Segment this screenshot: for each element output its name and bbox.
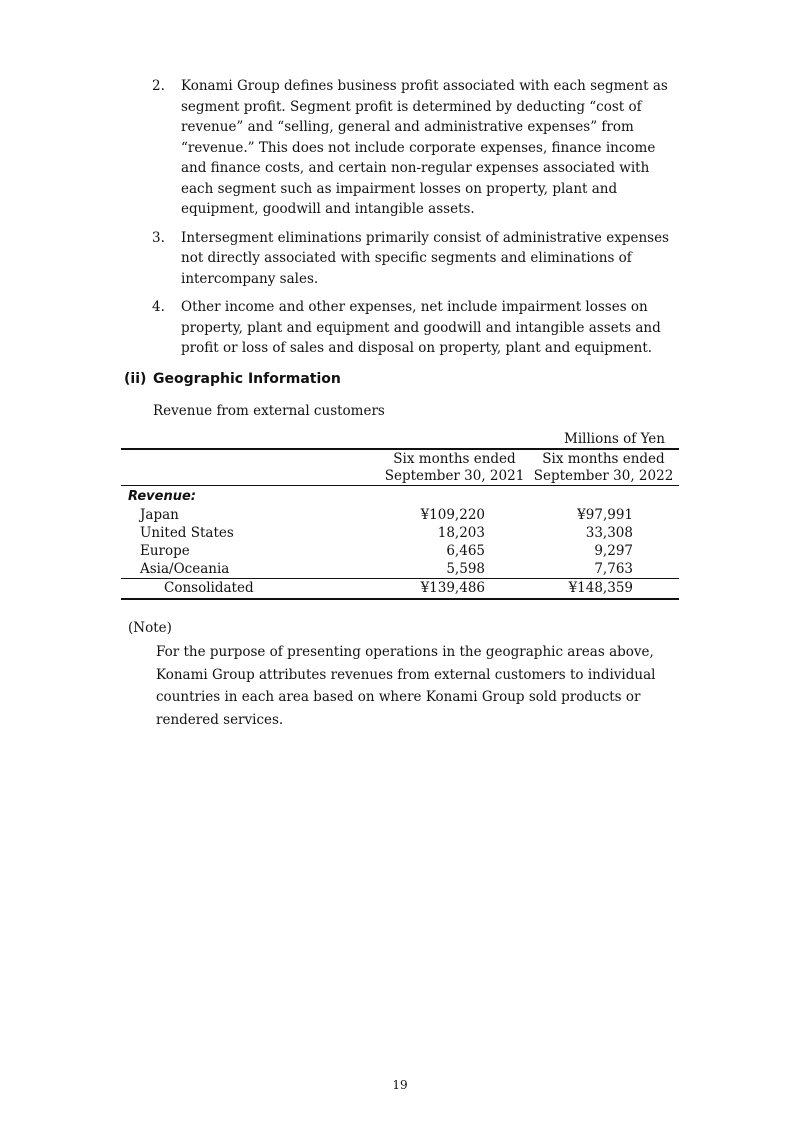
table-row: Asia/Oceania 5,598 7,763 [140, 561, 633, 577]
section-title-text: Geographic Information [153, 371, 341, 387]
section-heading [124, 371, 341, 387]
note-item-4 [152, 297, 682, 359]
geographic-revenue-table [121, 430, 679, 600]
table-section-label: Revenue: [128, 489, 196, 504]
segment-notes-list [152, 76, 682, 367]
table-row: United States 18,203 33,308 [140, 525, 633, 541]
note-heading: (Note) [128, 620, 172, 636]
table-caption: Revenue from external customers [153, 403, 385, 419]
note-number: 4. [152, 299, 165, 315]
note-number: 2. [152, 78, 165, 94]
table-bottom-rule [121, 598, 679, 600]
table-header [121, 450, 679, 485]
column-header-2021: Six months ended September 30, 2021 [384, 451, 525, 484]
note-number: 3. [152, 229, 165, 246]
table-total-row: Consolidated ¥139,486 ¥148,359 [164, 580, 633, 596]
table-units: Millions of Yen [564, 431, 665, 447]
column-header-2022: Six months ended September 30, 2022 [533, 451, 674, 484]
note-text: Intersegment eliminations primarily consist of administrative expenses not directly associated with specific segments and eliminations of intercompany sales. [181, 229, 669, 287]
note-item-2 [152, 76, 682, 220]
page-number: 19 [392, 1078, 408, 1092]
header-rule [121, 485, 679, 486]
section-numeral: (ii) [124, 371, 147, 387]
note-item-3 [152, 228, 682, 290]
note-text: Other income and other expenses, net include impairment losses on property, plant and equipment and goodwill and intangible assets and profit or loss of sales and disposal on property, plant and equipment. [181, 299, 661, 356]
table-row: Japan ¥109,220 ¥97,991 [140, 507, 633, 523]
table-row: Europe 6,465 9,297 [140, 543, 633, 559]
note-text: Konami Group defines business profit associated with each segment as segment profit. Segment profit is determined by deducting “cost of revenue” and “selling, general and administrative expenses” from “revenue.” This does not include corporate expenses, finance income and finance costs, and certain non-regular expenses associated with each segment such as impairment losses on property, plant and equipment, goodwill and intangible assets. [181, 78, 668, 217]
note-body: For the purpose of presenting operations in the geographic areas above, Konami Group attributes revenues from external customers to individual countries in each area based on where Konami Group sold products or rendered services. [156, 644, 656, 728]
